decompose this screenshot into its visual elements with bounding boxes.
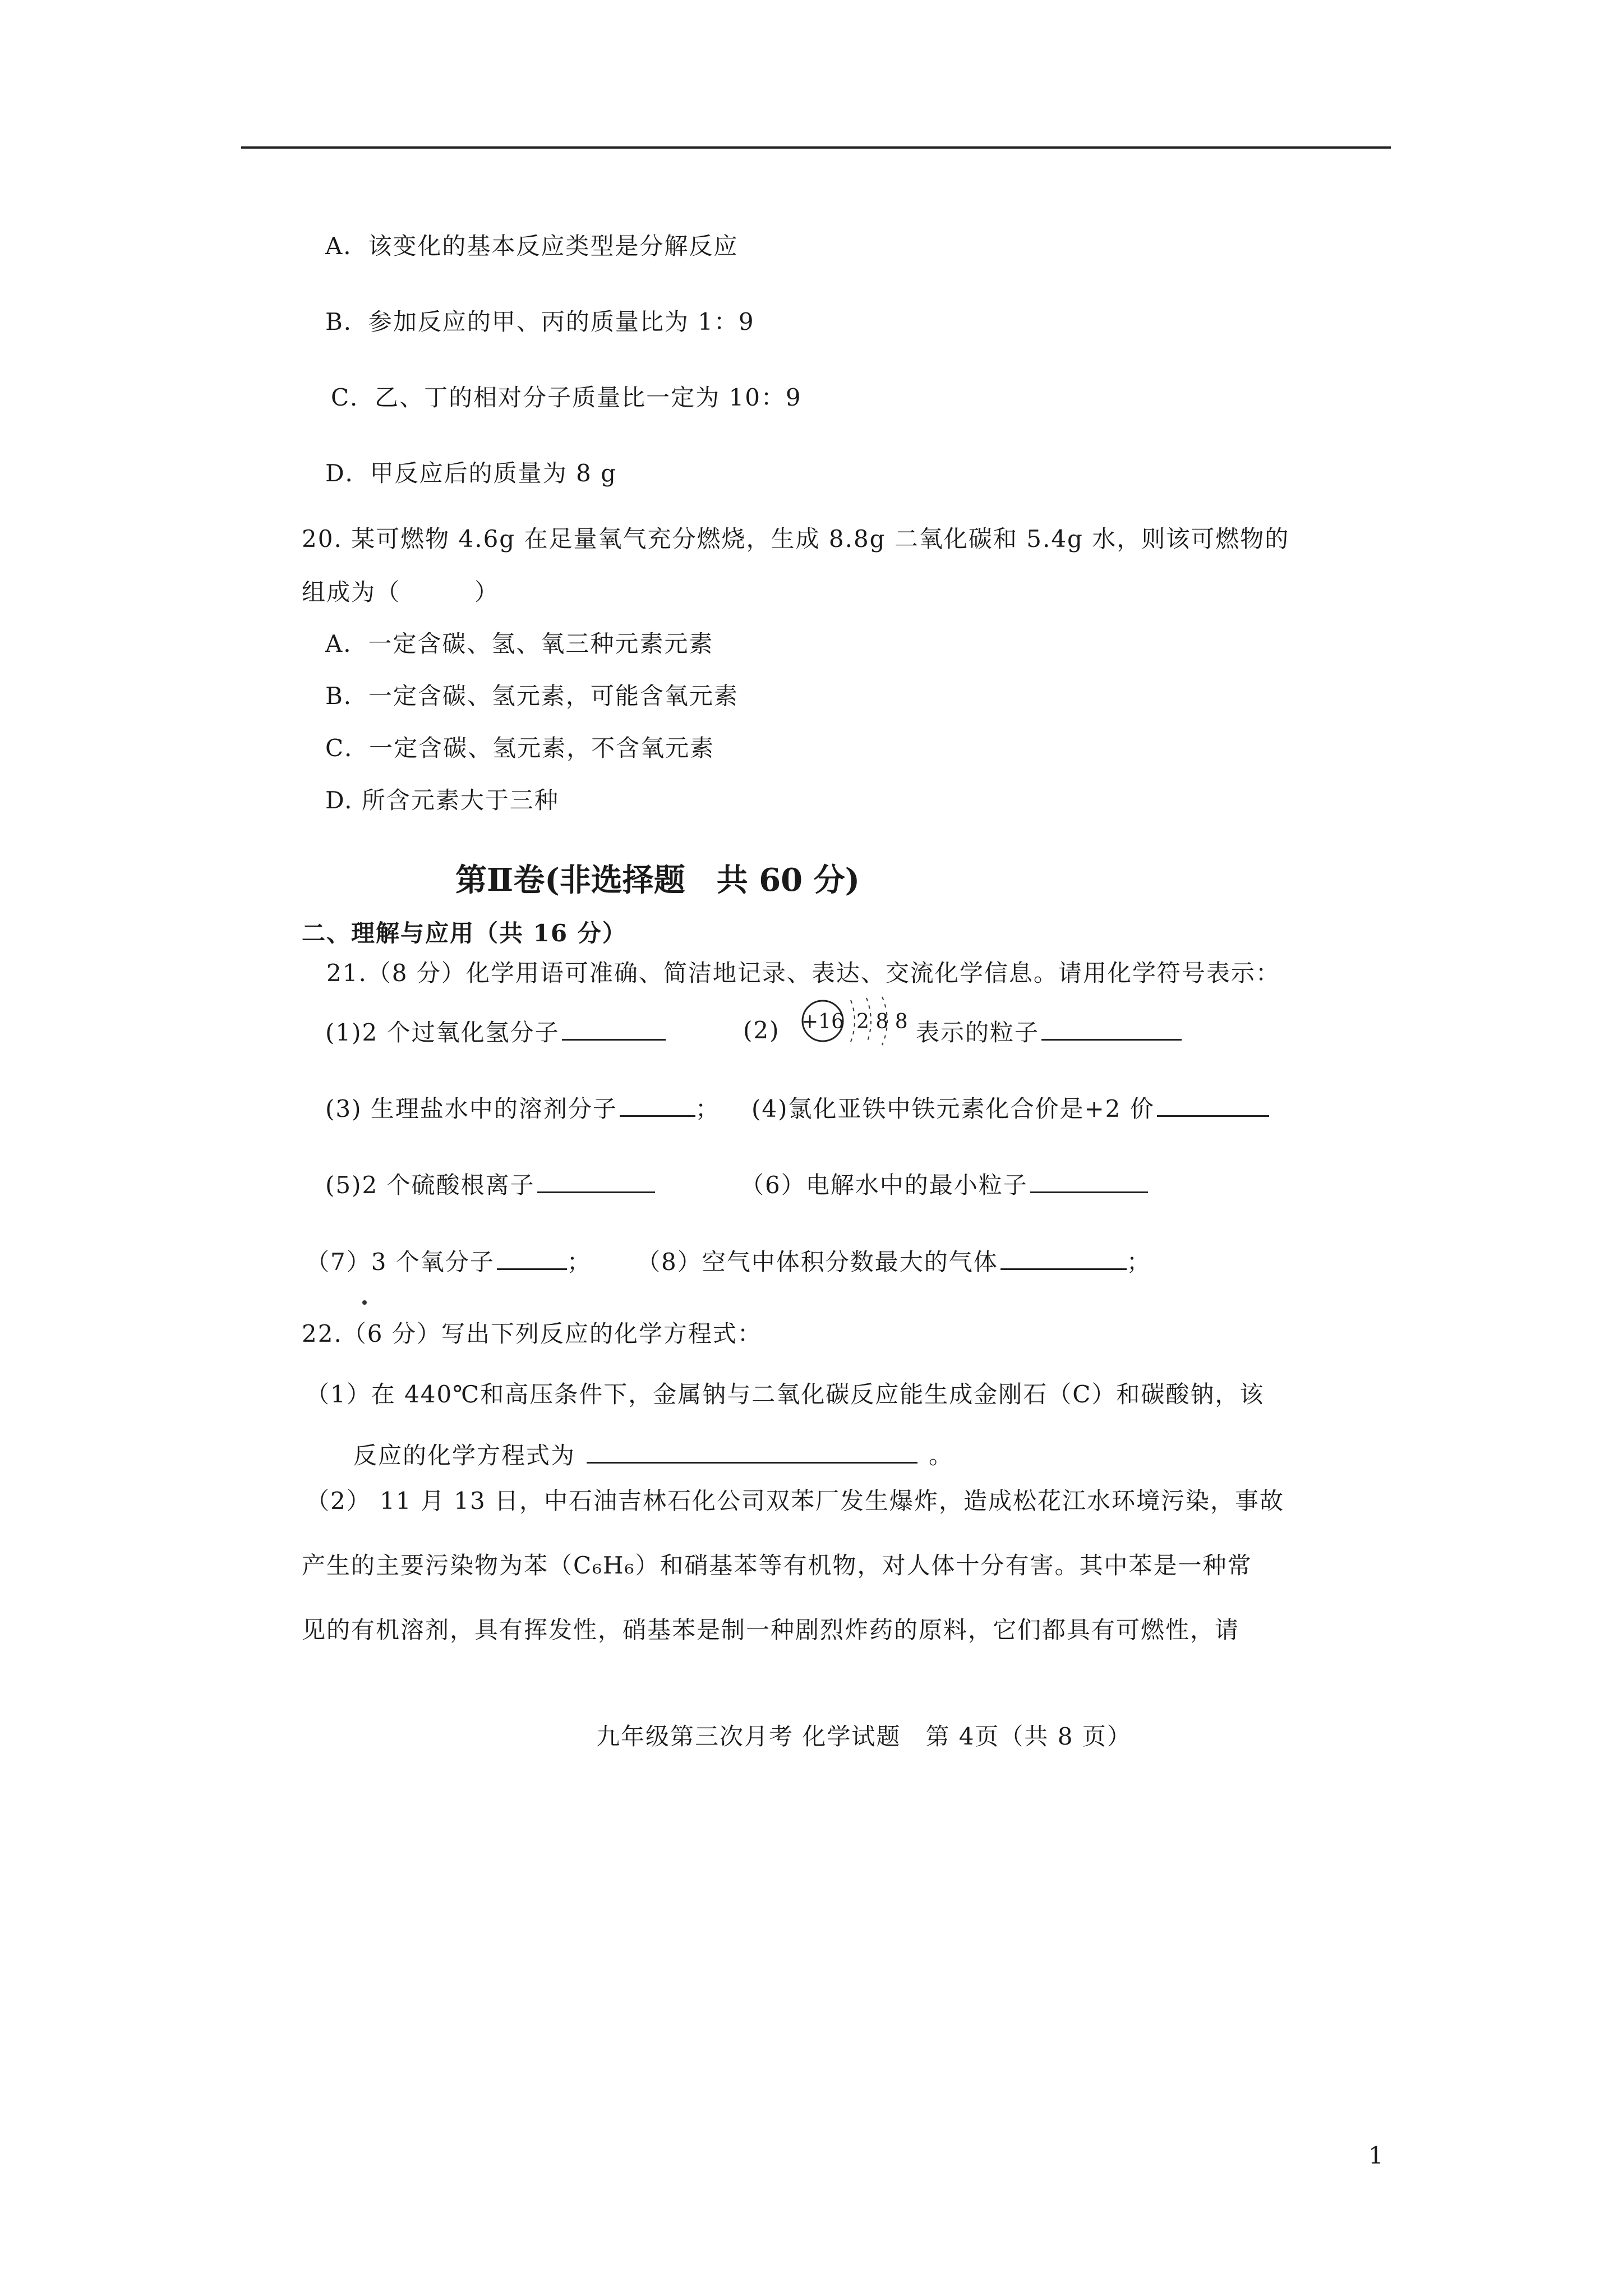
q21-item-8-label: （8）空气中体积分数最大的气体: [637, 1248, 998, 1276]
q21-item-1: [325, 1019, 666, 1045]
separator: ；: [1126, 1248, 1151, 1276]
q22-part1-line2: [353, 1442, 953, 1467]
q22-part1-line1: （1）在 440℃和高压条件下，金属钠与二氧化碳反应能生成金刚石（C）和碳酸钠，该: [306, 1381, 1265, 1408]
answer-blank-1[interactable]: [562, 1019, 666, 1041]
q21-item-3: [325, 1095, 720, 1121]
q21-item-7: [306, 1248, 592, 1274]
q20-option-b: B．一定含碳、氢元素，可能含氧元素: [325, 682, 739, 710]
answer-blank-3[interactable]: [620, 1095, 695, 1117]
part-heading: 二、理解与应用（共 16 分）: [302, 919, 627, 947]
answer-blank-equation[interactable]: [587, 1442, 917, 1464]
q21-item-7-label: （7）3 个氧分子: [306, 1248, 495, 1276]
q22-part1-label: 反应的化学方程式为: [353, 1442, 576, 1469]
section-title: 第Ⅱ卷(非选择题 共 60 分): [455, 862, 860, 899]
separator: ；: [566, 1248, 592, 1276]
answer-blank-6[interactable]: [1030, 1171, 1148, 1193]
nucleus-charge: +16: [801, 1010, 844, 1033]
q19-option-c: C．乙、丁的相对分子质量比一定为 10：9: [331, 384, 802, 411]
q19-option-d: D．甲反应后的质量为 8 g: [325, 459, 617, 487]
q21-stem: 21.（8 分）化学用语可准确、简洁地记录、表达、交流化学信息。请用化学符号表示：: [326, 959, 1280, 987]
q22-part2-line1: （2） 11 月 13 日，中石油吉林石化公司双苯厂发生爆炸，造成松花江水环境污染，事故: [306, 1487, 1285, 1515]
separator: ；: [695, 1095, 720, 1122]
period: 。: [929, 1442, 954, 1469]
answer-blank-7[interactable]: [497, 1248, 567, 1270]
answer-blank-5[interactable]: [537, 1171, 655, 1193]
q20-option-d: D. 所含元素大于三种: [325, 786, 559, 814]
q21-item-6-label: （6）电解水中的最小粒子: [740, 1171, 1028, 1199]
q21-item-2-label: 表示的粒子: [916, 1019, 1040, 1046]
answer-blank-4[interactable]: [1157, 1095, 1269, 1117]
page-number: 1: [1368, 2142, 1384, 2169]
q21-item-4: [751, 1095, 1269, 1121]
answer-blank-2[interactable]: [1041, 1019, 1182, 1041]
q21-item-8: [637, 1248, 1151, 1274]
q20-stem-line1: 20. 某可燃物 4.6g 在足量氧气充分燃烧，生成 8.8g 二氧化碳和 5.4g 水，则该可燃物的: [302, 525, 1290, 553]
q20-stem-line2: 组成为（ ）: [302, 578, 500, 606]
speck: [362, 1300, 367, 1305]
shell-electrons: 2 8 8: [856, 1010, 908, 1033]
q21-item-2: [916, 1019, 1182, 1045]
q21-item-3-label: (3) 生理盐水中的溶剂分子: [325, 1095, 617, 1122]
q21-item-2-num: (2): [743, 1016, 780, 1044]
q22-stem: 22.（6 分）写出下列反应的化学方程式：: [302, 1320, 762, 1347]
q21-item-1-label: (1)2 个过氧化氢分子: [325, 1019, 560, 1046]
sulfide-ion-structure-diagram: [799, 996, 923, 1046]
q21-item-5-label: (5)2 个硫酸根离子: [325, 1171, 535, 1199]
answer-blank-8[interactable]: [1000, 1248, 1127, 1270]
q22-part2-line3: 见的有机溶剂，具有挥发性，硝基苯是制一种剧烈炸药的原料，它们都具有可燃性，请: [302, 1616, 1240, 1644]
q20-option-a: A．一定含碳、氢、氧三种元素元素: [325, 630, 714, 657]
q21-item-6: [740, 1171, 1148, 1197]
q21-item-5: [325, 1171, 655, 1197]
header-rule: [241, 146, 1391, 149]
q20-option-c: C．一定含碳、氢元素，不含氧元素: [325, 734, 715, 762]
page-footer: 九年级第三次月考 化学试题 第 4页（共 8 页）: [596, 1723, 1132, 1750]
q19-option-a: A．该变化的基本反应类型是分解反应: [325, 232, 739, 260]
q22-part2-line2: 产生的主要污染物为苯（C₆H₆）和硝基苯等有机物，对人体十分有害。其中苯是一种常: [302, 1552, 1252, 1579]
q19-option-b: B．参加反应的甲、丙的质量比为 1：9: [325, 308, 755, 335]
q21-item-4-label: (4)氯化亚铁中铁元素化合价是+2 价: [751, 1095, 1155, 1122]
